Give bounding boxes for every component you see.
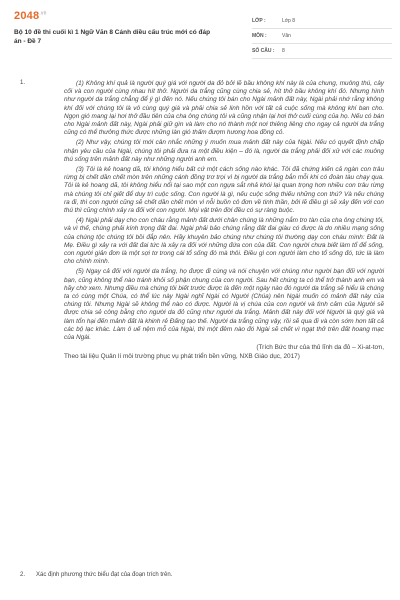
meta-table: [252, 14, 392, 59]
citation: (Trích Bức thư của thủ lĩnh da đỏ – Xi-at-tơn,: [256, 344, 384, 352]
reading-passage: [64, 80, 384, 361]
passage-paragraph-4: (4) Ngài phải dạy cho con cháu rằng mảnh đất dưới chân chúng là những nắm tro tàn của cha ông chúng tôi, và vì thế, chúng phải kính trọng đất đai. Ngài phải bảo chúng rằng đất đai giàu có được là do nhiều mạng sống của chúng tộc chúng tôi bồi đắp nên. Hãy khuyên bảo chúng như chúng tôi thường dạy con cháu mình: Đất là Mẹ. Điều gì xảy ra với đất đai tức là xảy ra đối với những đứa con của đất. Con người chưa biết làm tổ để sống, con người giản đơn là một sợi tơ trong cái tổ sống đó mà thôi. Điều gì con người làm cho tổ sống đó, tức là làm cho chính mình.: [64, 217, 384, 266]
meta-row-count: SỐ CÂU : 8: [252, 44, 392, 59]
passage-paragraph-2: (2) Như vậy, chúng tôi mới cân nhắc những ý muốn mua mảnh đất này của Ngài. Nếu có quyết định chấp nhận yêu cầu của Ngài, chúng tôi phải đưa ra một điều kiện – đó là, người da trắng phải đối xử với các muông thú sống trên mảnh đất này như những người anh em.: [64, 139, 384, 163]
meta-row-class: LỚP : Lớp 8: [252, 14, 392, 29]
passage-paragraph-3: (3) Tôi là kẻ hoang dã, tôi không hiểu bất cứ một cách sống nào khác. Tôi đã chứng kiến cả ngàn con trâu rừng bị chết dần chết mòn trên những cánh đồng trơ trọi vì bị người da trắng bắn mỗi khi có đoàn tàu chạy qua. Tôi là kẻ hoang dã, tôi không hiểu nổi tại sao một con ngựa sắt nhả khói lại quan trọng hơn nhiều con trâu rừng mà chúng tôi chỉ giết để duy trì cuộc sống. Con người là gì, nếu cuộc sống thiếu những con thú? Và nếu chúng ra đi, thì con người cũng sẽ chết dần chết mòn vì nỗi buồn cô đơn về tinh thần, bởi lẽ điều gì sẽ xảy đến với con thú thì cũng chính xảy ra đối với con người. Mọi vật trên đời đều có sự ràng buộc.: [64, 166, 384, 215]
meta-row-subject: MÔN : Văn: [252, 29, 392, 44]
citation-source: Theo tài liệu Quản lí môi trường phục vụ phát triển bền vững, NXB Giáo dục, 2017): [64, 352, 300, 360]
question-number: 2.: [20, 572, 26, 578]
question-number: 1.: [20, 80, 26, 86]
question-text: Xác định phương thức biểu đạt của đoạn trích trên.: [36, 572, 173, 578]
page-header: [0, 0, 400, 62]
site-logo[interactable]: $2048^{.vn}$: [14, 10, 47, 22]
page-title: Bộ 10 đề thi cuối kì 1 Ngữ Văn 8 Cánh diều cấu trúc mới có đáp án - Đề 7: [14, 29, 211, 45]
passage-paragraph-1: (1) Không khí quả là người quý giá với người da đỏ bởi lẽ bầu không khí này là của chung, muông thú, cây cối và con người cùng nhau hít thở. Người da trắng cũng cùng chia sẻ, hít thở bầu không khí đó. Nhưng hình như người da trắng chẳng để ý gì đến nó. Nếu chúng tôi bán cho Ngài mảnh đất này, Ngài phải nhớ rằng không khí đối với chúng tôi là vô cùng quý giá và phải chia sẻ linh hồn với tất cả cuộc sống mà không khí ban cho. Ngọn gió mang lại hơi thở đầu tiên của cha ông chúng tôi và cũng nhận lại hơi thở cuối cùng của họ. Nếu có bán cho Ngài mảnh đất này, Ngài phải giữ gìn và làm cho nó thành một nơi thiêng liêng cho ngay cả người da trắng cũng có thể thưởng thức được những làn gió thấm đượm hương hoa đồng cỏ.: [64, 80, 384, 137]
passage-paragraph-5: (5) Ngay cả đối với người da trắng, họ được đi cùng và nói chuyện với chúng như người bạn đối với người bạn, cũng không thể nào tránh khỏi số phận chung của con người. Sau hết chúng ta có thể trở thành anh em và hãy chờ xem. Nhưng điều mà chúng tôi biết trước được là đến một ngày nào đó người da trắng sẽ hiểu là chúng ta có cùng một Chúa, có thể lúc này Ngài nghĩ Ngài có Người (Chúa) nên Ngài muốn có mảnh đất này của chúng tôi. Nhưng Ngài sẽ không thể nào có được. Người là vị chúa của con người và tình cảm của Người sẽ được chia sẻ công bằng cho người da đỏ cũng như người da trắng. Mảnh đất này đối với Người là quý giá và làm tổn hại đến mảnh đất là khinh rẻ Đấng tạo thế. Người da trắng cũng vậy, rồi sẽ qua đi và còn sớm hơn tất cả các bộ lạc khác. Làm ô uế nệm mỗ của Ngài, thì một đêm nào đó Ngài sẽ chết vì ngạt thở trên đất hoang mạc của Ngài.: [64, 268, 384, 342]
